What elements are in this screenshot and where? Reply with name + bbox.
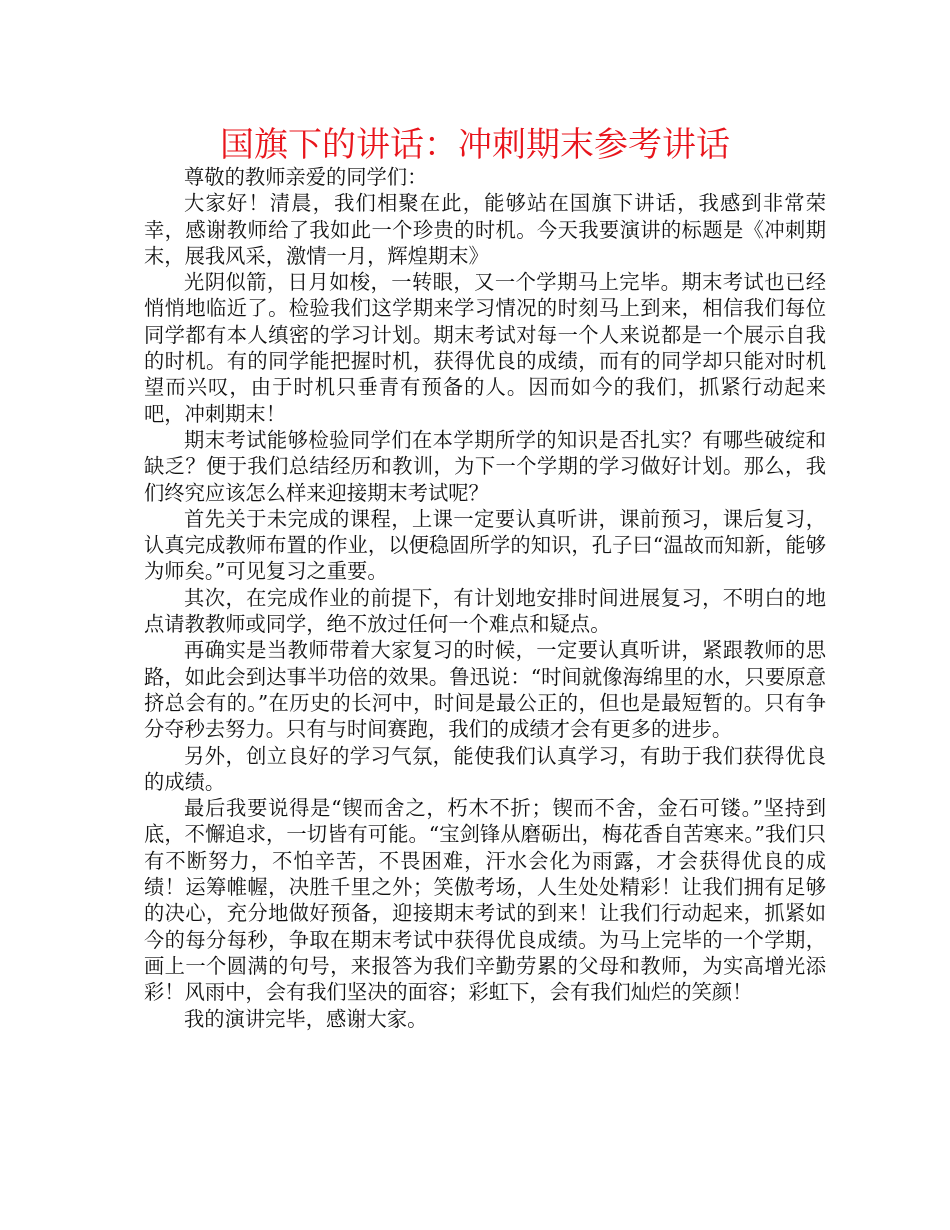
- closing-paragraph: 我的演讲完毕，感谢大家。: [184, 1006, 428, 1031]
- document-title: 国旗下的讲话：冲刺期末参考讲话: [220, 125, 730, 165]
- body-paragraph: 另外，创立良好的学习气氛，能使我们认真学习，有助于我们获得优良的成绩。: [144, 743, 826, 794]
- greeting-paragraph: 大家好！清晨，我们相聚在此，能够站在国旗下讲话，我感到非常荣幸，感谢教师给了我如此一个珍贵的时机。今天我要演讲的标题是《冲刺期末，展我风采，激情一月，辉煌期末》: [144, 191, 826, 268]
- body-paragraph: 其次，在完成作业的前提下，有计划地安排时间进展复习，不明白的地点请教教师或同学，绝不放过任何一个难点和疑点。: [144, 585, 826, 637]
- salutation-paragraph: 尊敬的教师亲爱的同学们：: [184, 165, 428, 189]
- body-paragraph: 最后我要说得是“锲而舍之，朽木不折；锲而不舍，金石可镂。”坚持到底，不懈追求，一切皆有可能。“宝剑锋从磨砺出，梅花香自苦寒来。”我们只有不断努力，不怕辛苦，不畏困难，汗水会化为雨露，才会获得优良的成绩！运筹帷幄，决胜千里之外；笑傲考场，人生处处精彩！让我们拥有足够的决心，充分地做好预备，迎接期末考试的到来！让我们行动起来，抓紧如今的每分每秒，争取在期末考试中获得优良成绩。为马上完毕的一个学期，画上一个圆满的句号，来报答为我们辛勤劳累的父母和教师，为实高增光添彩！风雨中，会有我们坚决的面容；彩虹下，会有我们灿烂的笑颜！: [144, 796, 826, 1005]
- body-paragraph: 光阴似箭，日月如梭，一转眼，又一个学期马上完毕。期末考试也已经悄悄地临近了。检验我们这学期来学习情况的时刻马上到来，相信我们每位同学都有本人缜密的学习计划。期末考试对每一个人来说都是一个展示自我的时机。有的同学能把握时机，获得优良的成绩，而有的同学却只能对时机望而兴叹，由于时机只垂青有预备的人。因而如今的我们，抓紧行动起来吧，冲刺期末！: [144, 270, 826, 426]
- document-body: [144, 164, 826, 1032]
- body-paragraph: 首先关于未完成的课程，上课一定要认真听讲，课前预习，课后复习，认真完成教师布置的作业，以便稳固所学的知识，孔子曰“温故而知新，能够为师矣。”可见复习之重要。: [144, 506, 826, 584]
- body-paragraph: 再确实是当教师带着大家复习的时候，一定要认真听讲，紧跟教师的思路，如此会到达事半功倍的效果。鲁迅说：“时间就像海绵里的水，只要原意挤总会有的。”在历史的长河中，时间是最公正的，但也是最短暂的。只有争分夺秒去努力。只有与时间赛跑，我们的成绩才会有更多的进步。: [144, 638, 826, 742]
- body-paragraph: 期末考试能够检验同学们在本学期所学的知识是否扎实？有哪些破绽和缺乏？便于我们总结经历和教训，为下一个学期的学习做好计划。那么，我们终究应该怎么样来迎接期末考试呢？: [144, 427, 826, 505]
